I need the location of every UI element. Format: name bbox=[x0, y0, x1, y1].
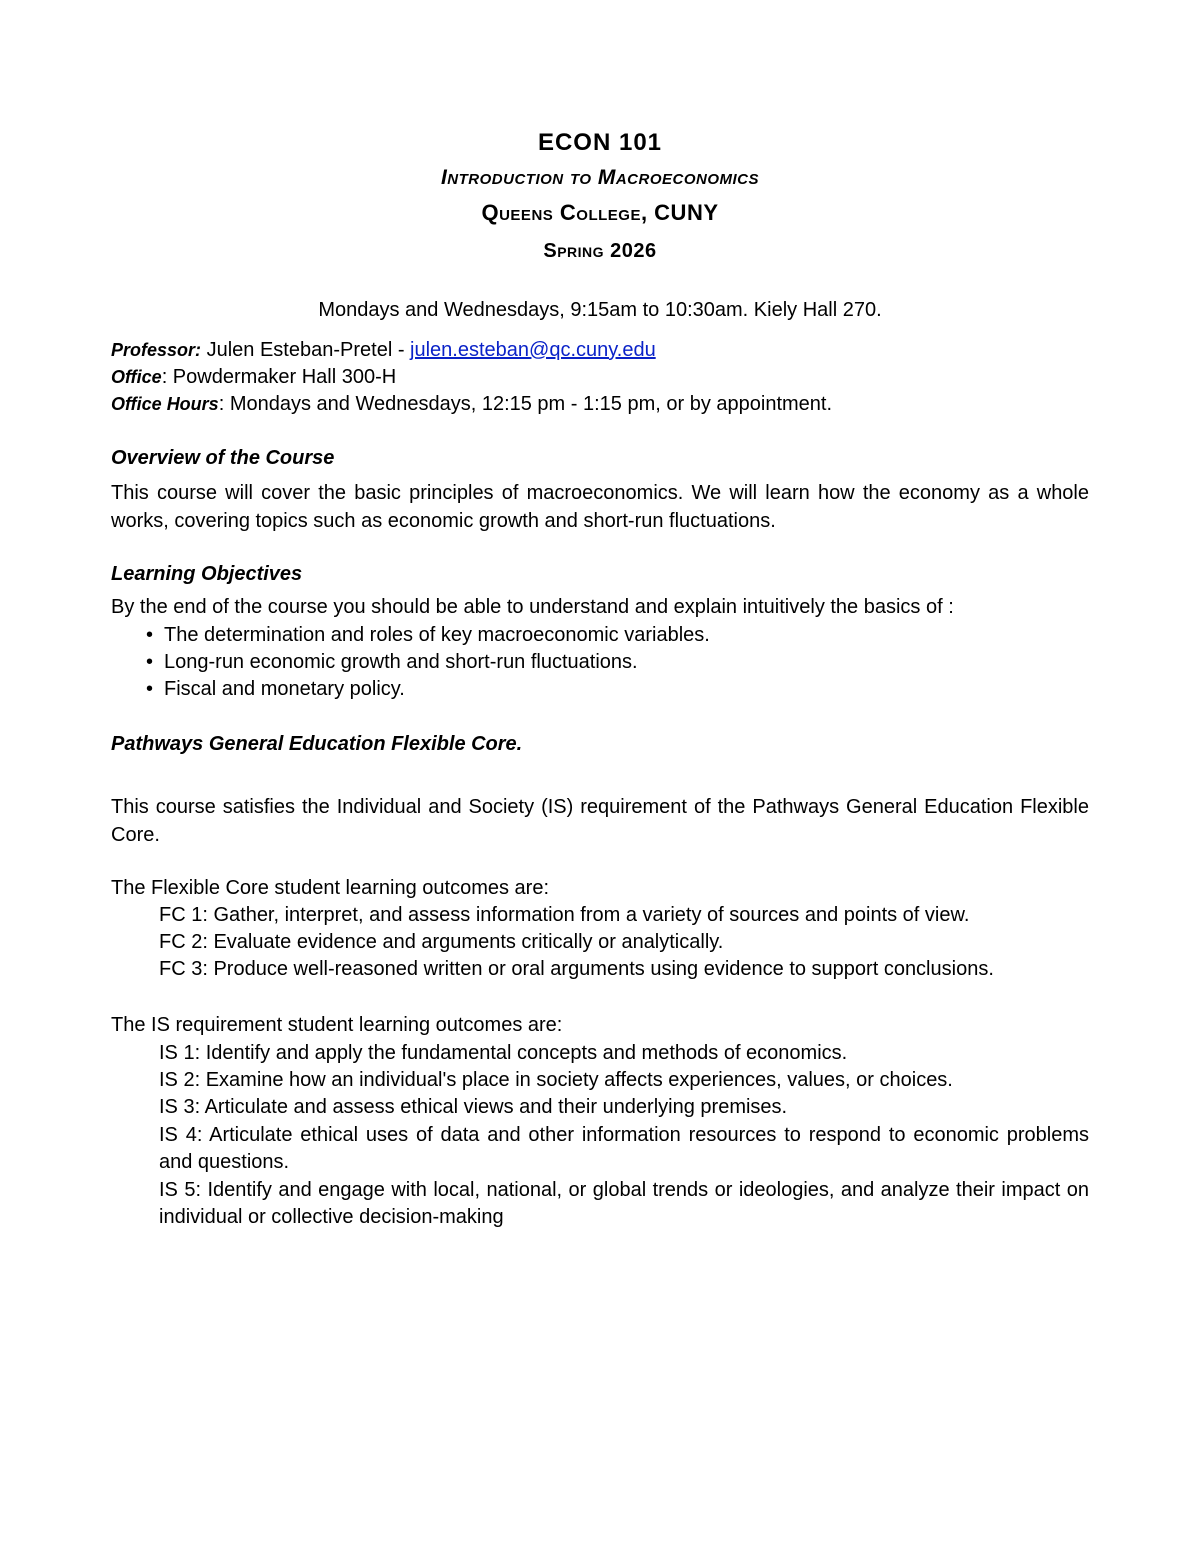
is-item: IS 3: Articulate and assess ethical views and their underlying premises. bbox=[159, 1096, 788, 1118]
schedule: Mondays and Wednesdays, 9:15am to 10:30am. Kiely Hall 270. bbox=[318, 299, 882, 321]
objective-item: • Long-run economic growth and short-run fluctuations. bbox=[146, 649, 638, 676]
professor-email-link[interactable]: julen.esteban@qc.cuny.edu bbox=[410, 339, 656, 361]
fc-intro: The Flexible Core student learning outcomes are: bbox=[111, 877, 550, 899]
pathways-heading: Pathways General Education Flexible Core. bbox=[111, 733, 523, 755]
overview-heading: Overview of the Course bbox=[111, 447, 335, 469]
office-hours-label: Office Hours bbox=[111, 394, 219, 414]
objective-item: • The determination and roles of key macroeconomic variables. bbox=[146, 622, 710, 649]
bullet-icon: • bbox=[146, 651, 154, 673]
bullet-icon: • bbox=[146, 678, 154, 700]
course-code: ECON 101 bbox=[537, 129, 663, 156]
term: Spring 2026 bbox=[543, 240, 657, 262]
objectives-heading: Learning Objectives bbox=[111, 563, 303, 585]
professor-name: Julen Esteban-Pretel - bbox=[206, 339, 411, 361]
fc-item: FC 2: Evaluate evidence and arguments critically or analytically. bbox=[159, 931, 724, 953]
pathways-text: This course satisfies the Individual and Society (IS) requirement of the Pathways General Education Flexible Core. bbox=[111, 796, 1089, 846]
is-item: IS 1: Identify and apply the fundamental concepts and methods of economics. bbox=[159, 1042, 848, 1064]
office-line bbox=[111, 364, 396, 391]
objective-item: • Fiscal and monetary policy. bbox=[146, 676, 405, 703]
course-title: Introduction to Macroeconomics bbox=[440, 166, 760, 189]
fc-item: FC 3: Produce well-reasoned written or oral arguments using evidence to support conclusions. bbox=[159, 958, 994, 980]
fc-item: FC 1: Gather, interpret, and assess information from a variety of sources and points of view. bbox=[159, 904, 970, 926]
overview-text: This course will cover the basic principles of macroeconomics. We will learn how the economy as a whole works, covering topics such as economic growth and short-run fluctuations. bbox=[111, 482, 1089, 532]
institution: Queens College, CUNY bbox=[481, 200, 719, 225]
professor-label: Professor: bbox=[111, 340, 202, 360]
objectives-intro: By the end of the course you should be able to understand and explain intuitively the basics of : bbox=[111, 596, 954, 618]
is-item: IS 4: Articulate ethical uses of data and other information resources to respond to economic problems and questions. bbox=[159, 1124, 1089, 1173]
bullet-icon: • bbox=[146, 624, 154, 646]
office-value: : Powdermaker Hall 300-H bbox=[161, 366, 397, 388]
is-intro: The IS requirement student learning outcomes are: bbox=[111, 1014, 563, 1036]
is-item: IS 2: Examine how an individual's place in society affects experiences, values, or choices. bbox=[159, 1069, 953, 1091]
office-hours-line bbox=[111, 391, 832, 418]
office-hours-value: : Mondays and Wednesdays, 12:15 pm - 1:15 pm, or by appointment. bbox=[218, 393, 833, 415]
professor-line bbox=[111, 337, 656, 364]
is-item: IS 5: Identify and engage with local, national, or global trends or ideologies, and analyze their impact on individual or collective decision-making bbox=[159, 1179, 1089, 1228]
office-label: Office bbox=[111, 367, 162, 387]
